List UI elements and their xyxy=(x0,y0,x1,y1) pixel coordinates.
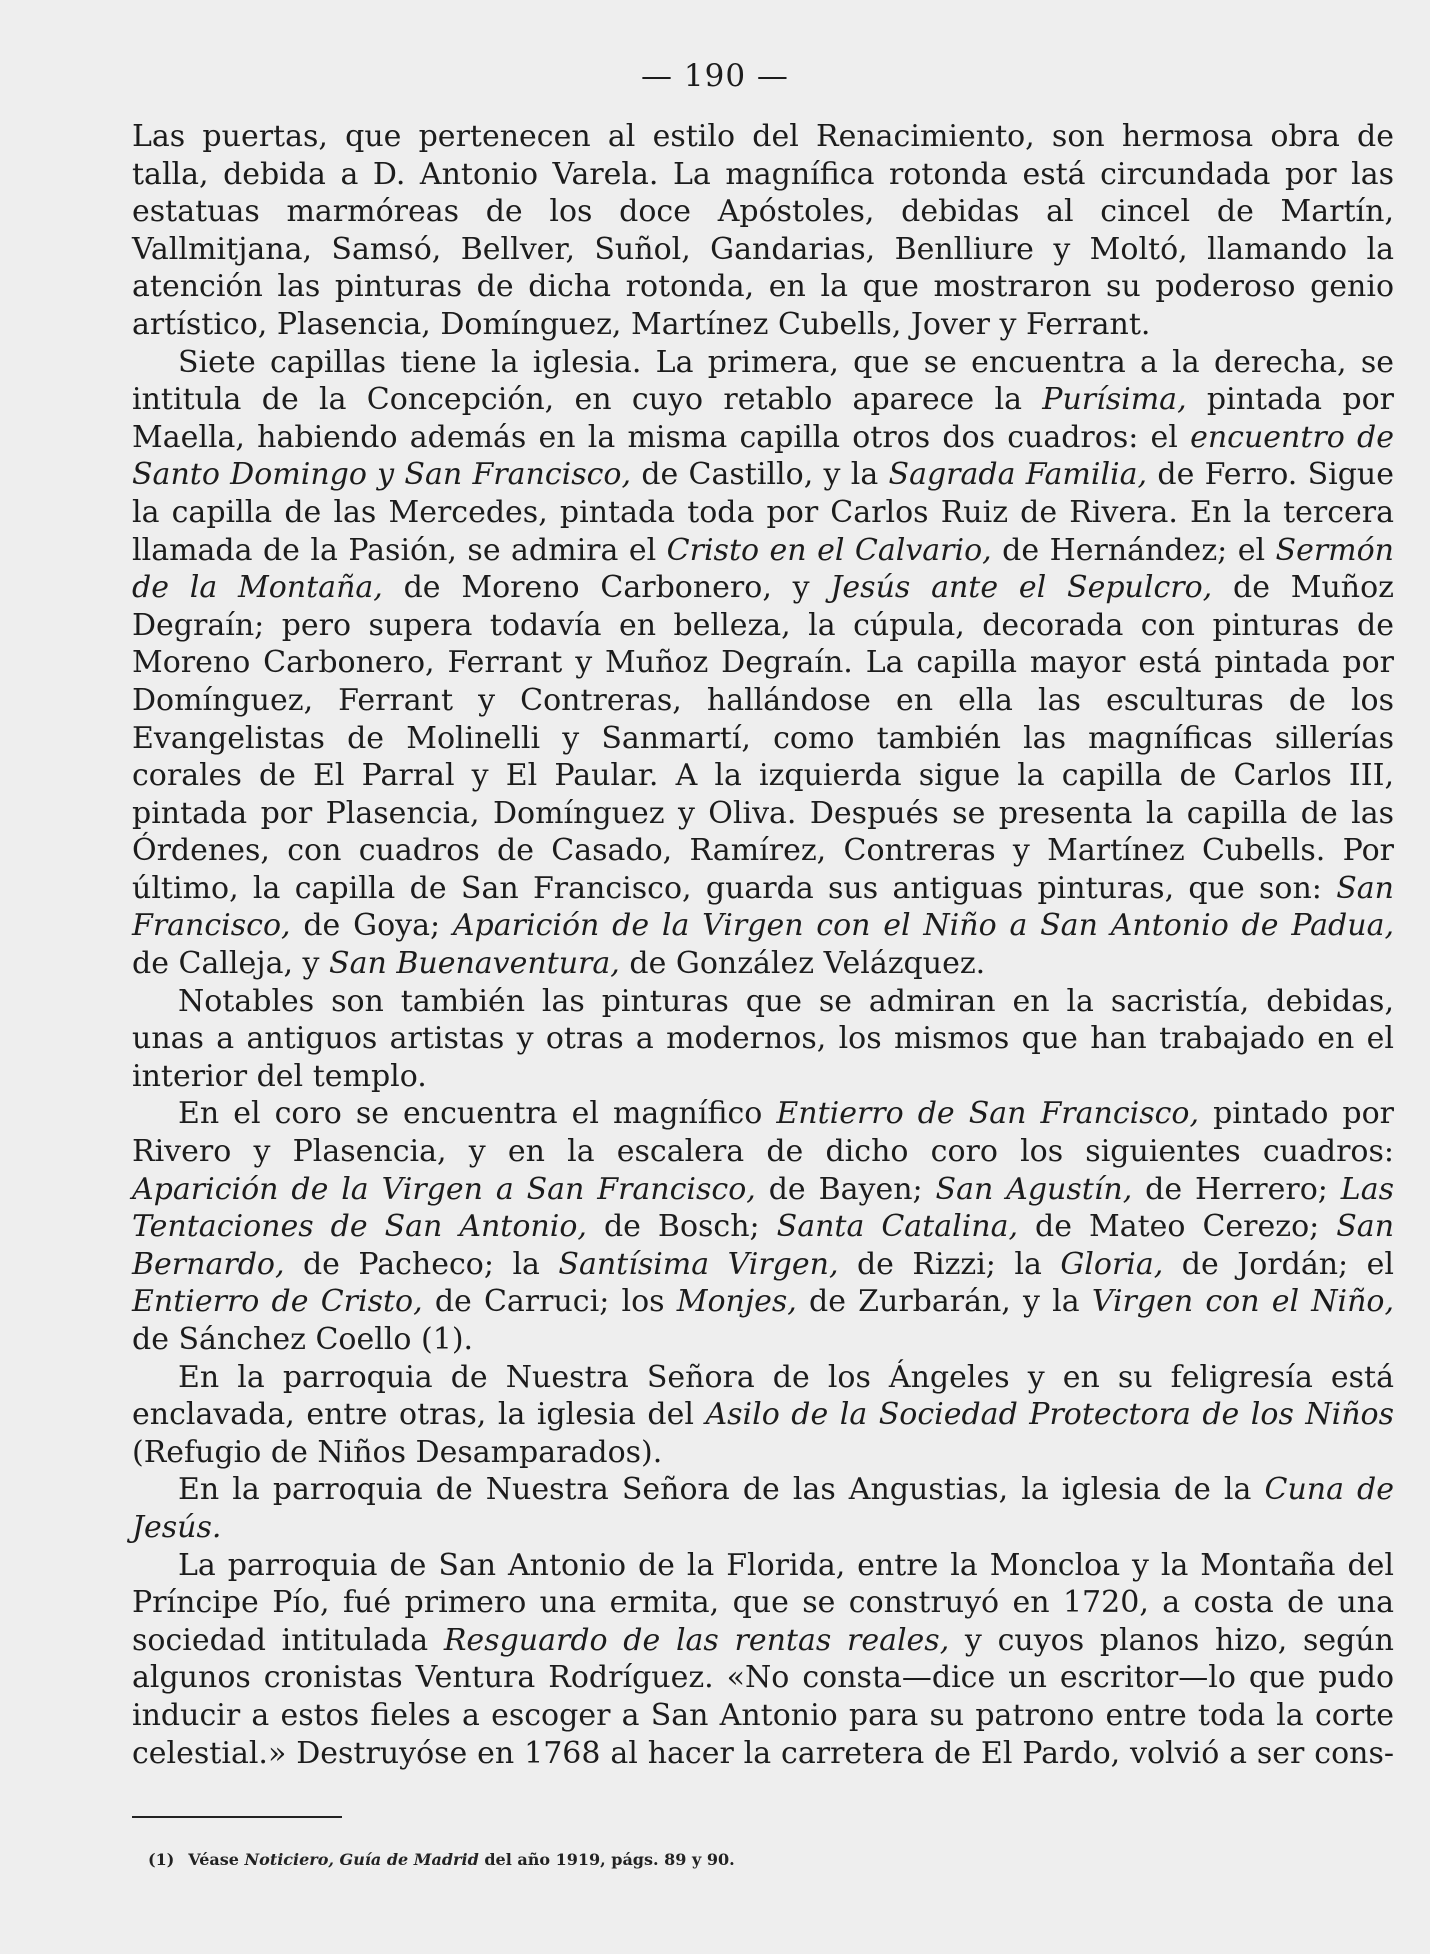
italic-title: Purísima, xyxy=(1042,382,1187,418)
text-run: de Calleja, y xyxy=(132,946,330,982)
paragraph xyxy=(132,1547,1394,1773)
text-run: de Moreno Carbonero, y xyxy=(382,570,831,606)
footnote xyxy=(148,1850,735,1869)
text-run: de Castillo, y la xyxy=(631,457,889,493)
italic-title: Aparición de la Virgen a San Francisco, xyxy=(132,1171,756,1207)
text-run: de Jordán; el xyxy=(1163,1246,1394,1282)
text-run: Notables son también las pinturas que se admiran en la sacristía, debidas, unas a antiguos artistas y otras a modernos, los mismos que han trabajado en el interior del templo. xyxy=(132,983,1394,1094)
text-run: de Hernández; el xyxy=(991,532,1276,568)
text-run: Siete capillas tiene la iglesia. La primera, que se encuentra a la derecha, se intitula de la Concepción, en cuyo retablo aparece la xyxy=(132,344,1394,418)
footnote-text xyxy=(188,1850,734,1869)
text-run: de Zurbarán, y la xyxy=(796,1284,1092,1320)
text-run: Las puertas, que pertenecen al estilo del Renacimiento, son hermosa obra de talla, debida a D. Antonio Varela. La magnífica rotonda está circundada por las estatuas marmóreas de los doce Apóstoles, debidas al cincel de Martín, Vallmitjana, Samsó, Bellver, Suñol, Gandarias, Benlliure y Moltó, llamando la atención las pinturas de dicha rotonda, en la que mostraron su poderoso genio artístico, Plasencia, Domínguez, Martínez Cubells, Jover y Ferrant. xyxy=(132,119,1394,342)
paragraph xyxy=(132,1095,1394,1358)
paragraph xyxy=(132,118,1394,344)
footnote-marker: (1) xyxy=(148,1850,175,1869)
paragraph xyxy=(132,344,1394,983)
italic-title: Sermón de la Montaña, xyxy=(132,532,1394,606)
text-run: pintada por Maella, habiendo además en la misma capilla otros dos cuadros: el xyxy=(132,382,1394,455)
paragraph xyxy=(132,983,1394,1096)
italic-title: Resguardo de las rentas reales, xyxy=(443,1622,950,1658)
italic-title: Santísima Virgen, xyxy=(558,1246,839,1282)
text-run: de González Velázquez. xyxy=(619,946,986,982)
italic-title: Entierro de Cristo, xyxy=(132,1284,423,1320)
text-run: de Mateo Cerezo; xyxy=(1018,1209,1337,1245)
paragraph xyxy=(132,1471,1394,1546)
text-run: de Rizzi; la xyxy=(838,1246,1061,1282)
text-run: de Herrero; xyxy=(1132,1171,1341,1207)
italic-title: Sagrada Familia, xyxy=(888,457,1148,493)
italic-title: Entierro de San Francisco, xyxy=(776,1096,1200,1132)
italic-title: Noticiero, Guía de Madrid xyxy=(244,1850,479,1869)
text-run: de Ferro. Sigue la capilla de las Mercedes, pintada toda por Carlos Ruiz de Rivera. En la tercera llamada de la Pasión, se admira el xyxy=(132,457,1394,568)
italic-title: San Buenaventura, xyxy=(329,946,620,982)
italic-title: Cristo en el Calvario, xyxy=(666,532,992,568)
text-run: En la parroquia de Nuestra Señora de las Angustias, la iglesia de la xyxy=(178,1472,1265,1508)
italic-title: San Francisco, xyxy=(132,870,1394,944)
text-run: La parroquia de San Antonio de la Florida, entre la Moncloa y la Montaña del Príncipe Pío, fué primero una ermita, que se construyó en 1720, a costa de una sociedad intitulada xyxy=(132,1547,1394,1658)
paragraph xyxy=(132,1359,1394,1472)
text-run: de Carruci; los xyxy=(422,1284,677,1320)
italic-title: Aparición de la Virgen con el Niño a San Antonio de Padua, xyxy=(452,908,1394,944)
italic-title: Virgen con el Niño, xyxy=(1091,1284,1395,1320)
italic-title: Asilo de la Sociedad Protectora de los Niños xyxy=(705,1397,1394,1433)
italic-title: Cuna de Jesús. xyxy=(132,1472,1394,1545)
page-number: — 190 — xyxy=(641,58,789,94)
text-run: de Bosch; xyxy=(586,1209,777,1245)
italic-title: Monjes, xyxy=(676,1284,797,1320)
italic-title: encuentro de Santo Domingo y San Francisco, xyxy=(132,419,1394,493)
text-run: de Bayen; xyxy=(755,1171,936,1207)
italic-title: San Bernardo, xyxy=(132,1209,1395,1282)
italic-title: Santa Catalina, xyxy=(776,1209,1019,1245)
text-run: del año 1919, págs. 89 y 90. xyxy=(478,1850,735,1869)
text-run: pintado por Rivero y Plasencia, y en la escalera de dicho coro los siguientes cuadros: xyxy=(132,1096,1395,1170)
body-text xyxy=(132,118,1394,1772)
text-run: (Refugio de Niños Desamparados). xyxy=(132,1434,663,1470)
text-run: En la parroquia de Nuestra Señora de los Ángeles y en su feligresía está enclavada, entre otras, la iglesia del xyxy=(132,1359,1394,1433)
italic-title: San Agustín, xyxy=(935,1171,1133,1207)
text-run: de Pacheco; la xyxy=(284,1246,559,1282)
text-run: Véase xyxy=(188,1850,245,1869)
italic-title: Jesús ante el Sepulcro, xyxy=(830,570,1213,606)
italic-title: Las Tentaciones de San Antonio, xyxy=(132,1171,1394,1245)
italic-title: Gloria, xyxy=(1060,1246,1164,1282)
text-run: de Goya; xyxy=(290,908,453,944)
text-run: En el coro se encuentra el magnífico xyxy=(178,1096,777,1132)
text-run: de Muñoz Degraín; pero supera todavía en belleza, la cúpula, decorada con pinturas de Moreno Carbonero, Ferrant y Muñoz Degraín. La capilla mayor está pintada por Domínguez, Ferrant y Contreras, hallándose en ella las esculturas de los Evangelistas de Molinelli y Sanmartí, como también las magníficas sillerías corales de El Parral y El Paular. A la izquierda sigue la capilla de Carlos III, pintada por Plasencia, Domínguez y Oliva. Después se presenta la capilla de las Órdenes, con cuadros de Casado, Ramírez, Contreras y Martínez Cubells. Por último, la capilla de San Francisco, guarda sus antiguas pinturas, que son: xyxy=(132,570,1394,906)
footnote-divider xyxy=(132,1816,342,1818)
text-run: de Sánchez Coello (1). xyxy=(132,1322,474,1357)
text-run: y cuyos planos hizo, según algunos cronistas Ventura Rodríguez. «No consta—dice un escritor—lo que pudo inducir a estos fieles a escoger a San Antonio para su patrono entre toda la corte celestial.» Destruyóse en 1768 al hacer la carretera de El Pardo, volvió a ser cons- xyxy=(132,1622,1394,1771)
